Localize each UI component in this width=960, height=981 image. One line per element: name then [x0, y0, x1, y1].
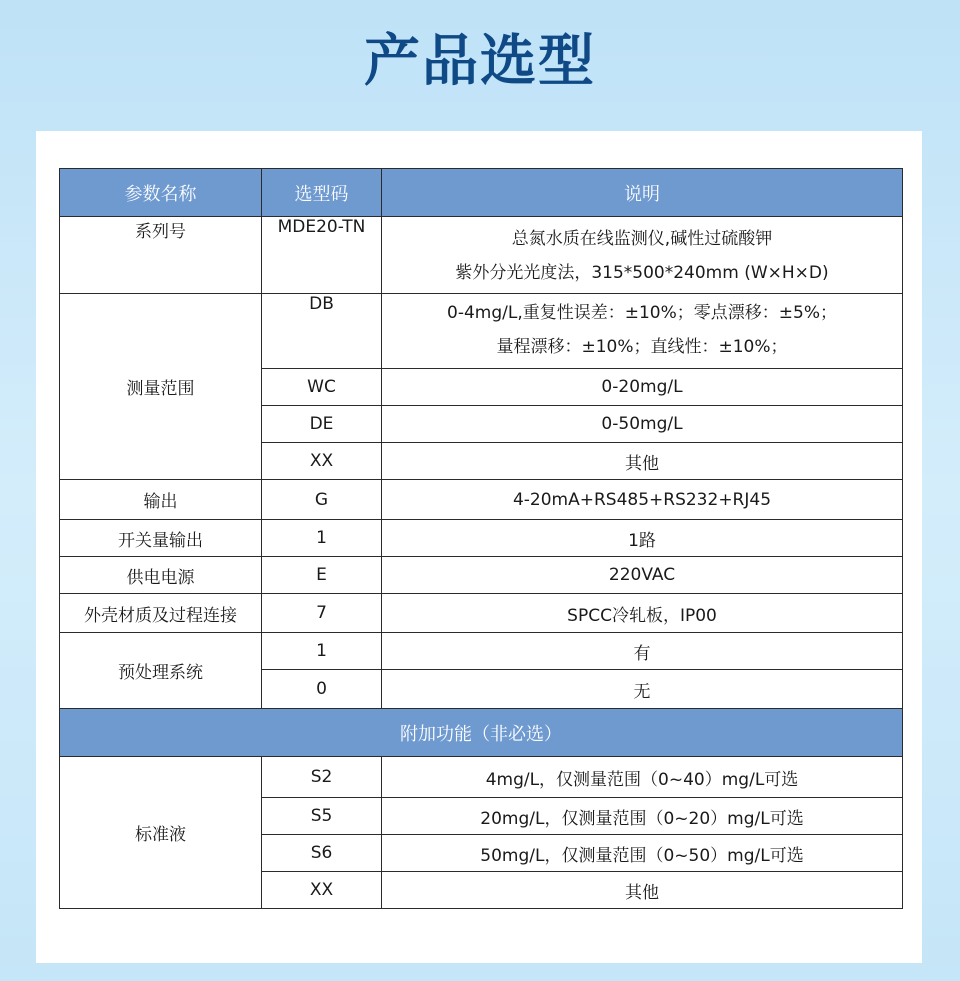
table-row [60, 557, 903, 594]
param-name: 供电电源 [60, 557, 262, 594]
code-cell: 7 [262, 594, 382, 633]
table-header-row [60, 169, 903, 217]
description-line: 紫外分光光度法，315*500*240mm (W×H×D) [455, 263, 829, 283]
description-cell: 0-20mg/L [382, 369, 903, 406]
code-cell: DE [262, 406, 382, 443]
description-cell: 1路 [382, 520, 903, 557]
description-line: 量程漂移：±10%；直线性：±10%； [496, 337, 788, 357]
table-row [60, 757, 903, 798]
header-code: 选型码 [262, 169, 382, 217]
description-line: 总氮水质在线监测仪,碱性过硫酸钾 [511, 229, 773, 249]
code-cell: S2 [262, 757, 382, 798]
description-cell: 20mg/L，仅测量范围（0~20）mg/L可选 [382, 798, 903, 835]
description-line: 0-4mg/L,重复性误差：±10%；零点漂移：±5%； [447, 303, 837, 323]
description-cell: 220VAC [382, 557, 903, 594]
param-name: 开关量输出 [60, 520, 262, 557]
table-row [60, 480, 903, 520]
code-cell: G [262, 480, 382, 520]
header-param-name: 参数名称 [60, 169, 262, 217]
param-name: 输出 [60, 480, 262, 520]
header-description: 说明 [382, 169, 903, 217]
table-row [60, 633, 903, 670]
description-cell: 无 [382, 670, 903, 709]
description-cell: 有 [382, 633, 903, 670]
selection-table [59, 168, 903, 909]
code-cell: 1 [262, 633, 382, 670]
code-cell: XX [262, 443, 382, 480]
table-row [60, 520, 903, 557]
param-name: 标准液 [60, 757, 262, 909]
table-row [60, 594, 903, 633]
description-cell: SPCC冷轧板，IP00 [382, 594, 903, 633]
addon-header-row [60, 709, 903, 757]
addon-header: 附加功能（非必选） [60, 709, 903, 757]
description-cell: 0-50mg/L [382, 406, 903, 443]
param-name: 预处理系统 [60, 633, 262, 709]
description-cell [382, 294, 903, 369]
param-name: 系列号 [60, 217, 262, 294]
description-cell: 其他 [382, 872, 903, 909]
code-cell: S6 [262, 835, 382, 872]
code-cell: 0 [262, 670, 382, 709]
description-cell: 4-20mA+RS485+RS232+RJ45 [382, 480, 903, 520]
code-cell: XX [262, 872, 382, 909]
code-cell: E [262, 557, 382, 594]
description-cell [382, 217, 903, 294]
description-cell: 4mg/L，仅测量范围（0~40）mg/L可选 [382, 757, 903, 798]
param-name: 测量范围 [60, 294, 262, 480]
table-row [60, 217, 903, 294]
code-cell: MDE20-TN [262, 217, 382, 294]
description-cell: 50mg/L，仅测量范围（0~50）mg/L可选 [382, 835, 903, 872]
page-title: 产品选型 [364, 29, 596, 94]
code-cell: WC [262, 369, 382, 406]
param-name: 外壳材质及过程连接 [60, 594, 262, 633]
description-cell: 其他 [382, 443, 903, 480]
table-row [60, 294, 903, 369]
code-cell: DB [262, 294, 382, 369]
code-cell: 1 [262, 520, 382, 557]
code-cell: S5 [262, 798, 382, 835]
